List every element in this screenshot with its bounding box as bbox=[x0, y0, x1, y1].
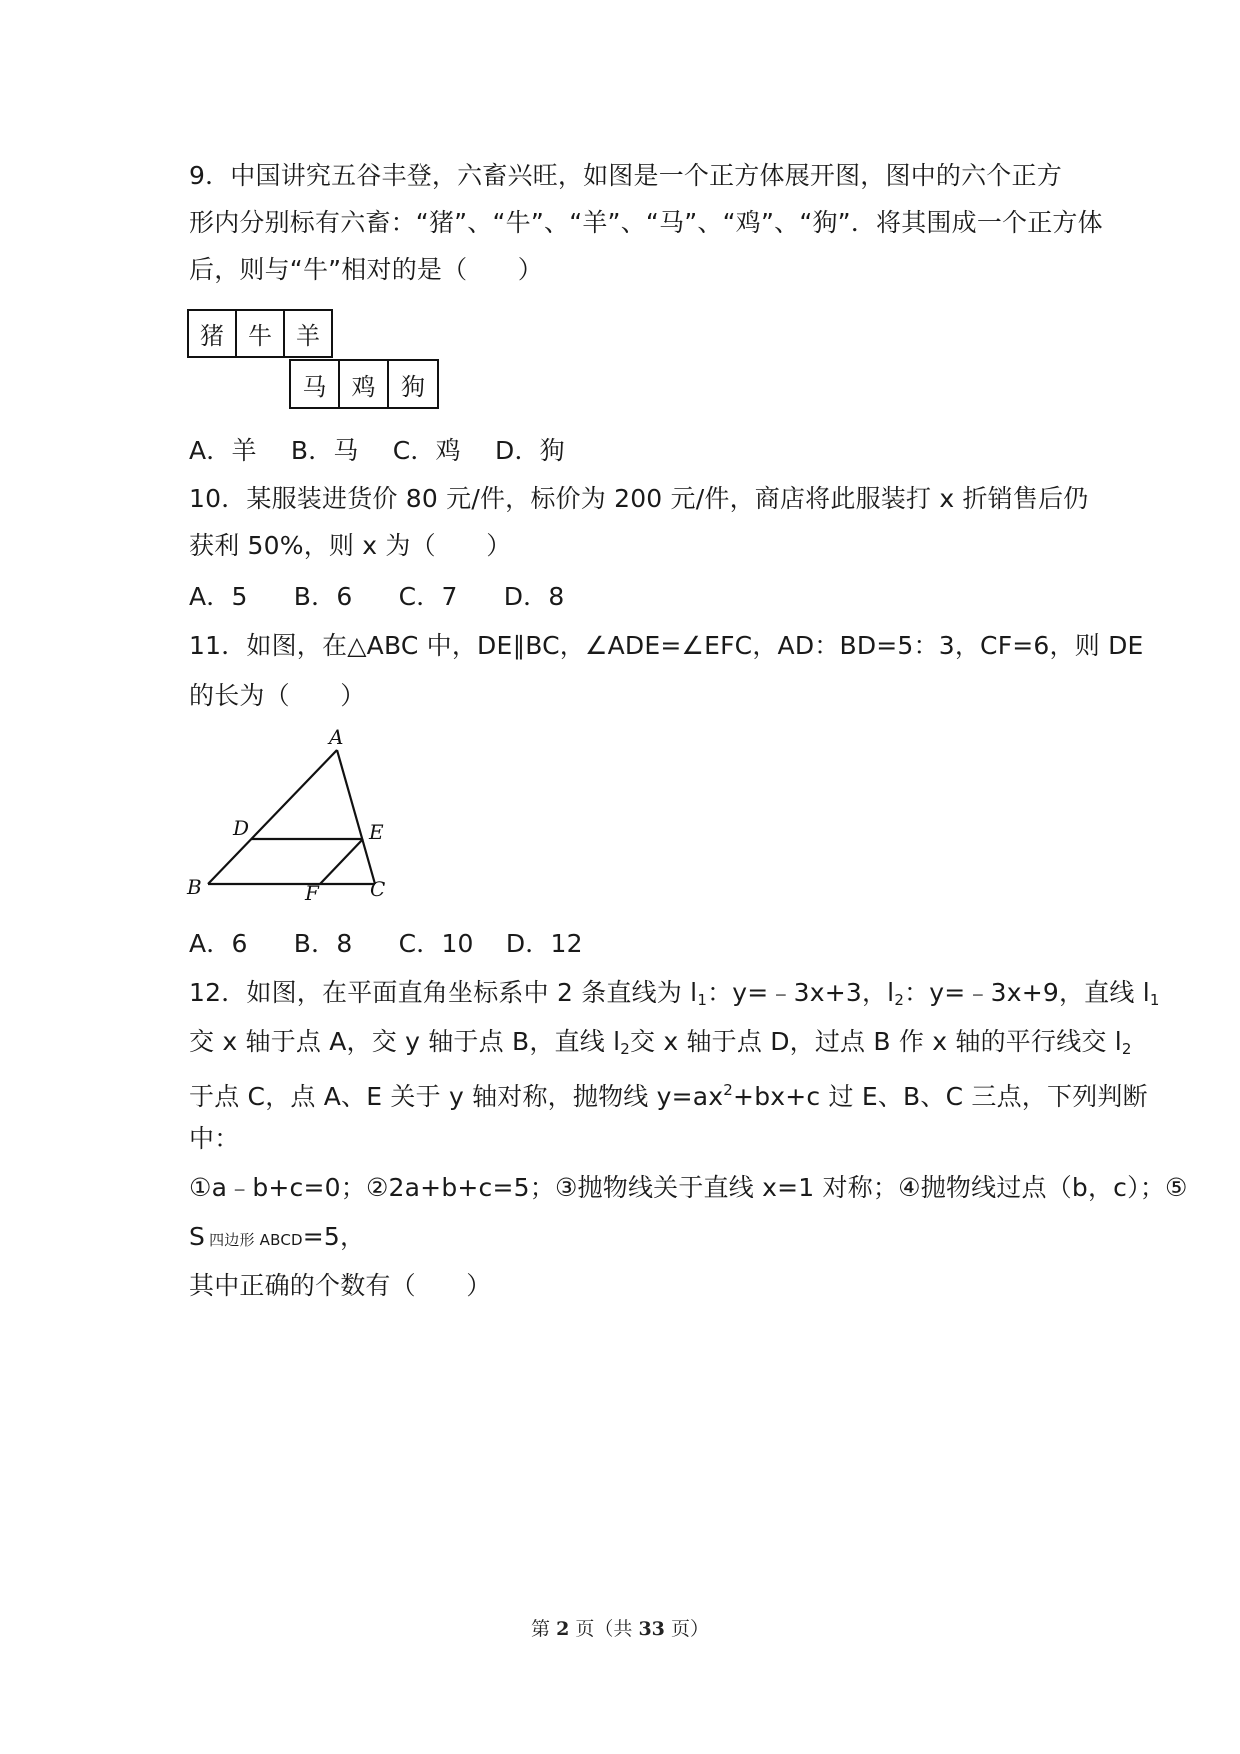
net-cell-ox: 牛 bbox=[235, 309, 285, 358]
footer-text: 页（共 bbox=[575, 1618, 633, 1640]
net-cell-dog: 狗 bbox=[387, 359, 439, 409]
q9-option-d: D．狗 bbox=[495, 436, 565, 465]
label-d: D bbox=[233, 816, 250, 840]
q12-text: ：y=﹣3x+9，直线 l bbox=[904, 978, 1150, 1007]
q9-line-3: 后，则与“牛”相对的是（ ） bbox=[189, 255, 543, 284]
q10-line-1: 10．某服装进货价 80 元/件，标价为 200 元/件，商店将此服装打 x 折销售后仍 bbox=[189, 484, 1089, 513]
subscript: 四边形 ABCD bbox=[209, 1231, 303, 1249]
q9-line-1: 9．中国讲究五谷丰登，六畜兴旺，如图是一个正方体展开图，图中的六个正方 bbox=[189, 161, 1062, 190]
q12-line-5: ①a﹣b+c=0；②2a+b+c=5；③抛物线关于直线 x=1 对称；④抛物线过点（b，c）；⑤ bbox=[189, 1173, 1188, 1202]
label-e: E bbox=[369, 820, 384, 844]
q12-text: S bbox=[189, 1222, 206, 1251]
label-b: B bbox=[187, 875, 202, 899]
subscript: 2 bbox=[1121, 1040, 1132, 1058]
q12-text: ：y=﹣3x+3，l bbox=[707, 978, 895, 1007]
net-cell-horse: 马 bbox=[289, 359, 340, 409]
triangle-svg bbox=[180, 730, 400, 910]
q12-text: 于点 C，点 A、E 关于 y 轴对称，抛物线 y=ax bbox=[189, 1082, 724, 1111]
q12-line-4: 中： bbox=[189, 1124, 240, 1153]
footer-text: 第 bbox=[531, 1618, 551, 1640]
label-a: A bbox=[329, 725, 344, 749]
q11-option-c: C．10 bbox=[398, 929, 474, 958]
q10-option-c: C．7 bbox=[398, 582, 458, 611]
q12-text: =5， bbox=[302, 1222, 366, 1251]
q12-text: +bx+c 过 E、B、C 三点，下列判断 bbox=[733, 1082, 1148, 1111]
q12-line-3 bbox=[189, 1075, 1148, 1112]
q12-text: 12．如图，在平面直角坐标系中 2 条直线为 l bbox=[189, 978, 698, 1007]
subscript: 1 bbox=[697, 991, 708, 1009]
q11-option-b: B．8 bbox=[293, 929, 353, 958]
q9-option-b: B．马 bbox=[290, 436, 359, 465]
q10-option-d: D．8 bbox=[503, 582, 565, 611]
q10-line-2: 获利 50%，则 x 为（ ） bbox=[189, 531, 512, 560]
net-cell-chicken: 鸡 bbox=[338, 359, 389, 409]
q11-option-a: A．6 bbox=[189, 929, 248, 958]
net-cell-sheep: 羊 bbox=[283, 309, 333, 358]
superscript: 2 bbox=[723, 1081, 734, 1099]
q9-option-a: A．羊 bbox=[189, 436, 257, 465]
q12-line-6 bbox=[189, 1222, 365, 1255]
net-cell-pig: 猪 bbox=[187, 309, 237, 358]
q9-option-c: C．鸡 bbox=[392, 436, 461, 465]
q10-option-b: B．6 bbox=[293, 582, 353, 611]
subscript: 1 bbox=[1149, 991, 1160, 1009]
q9-options bbox=[189, 436, 565, 466]
page-total: 33 bbox=[638, 1618, 665, 1640]
q11-option-d: D．12 bbox=[505, 929, 583, 958]
side-ab bbox=[208, 750, 337, 884]
q12-line-1 bbox=[189, 978, 1160, 1015]
q12-line-2 bbox=[189, 1027, 1132, 1064]
q11-options bbox=[189, 929, 583, 959]
q11-line-1: 11．如图，在△ABC 中，DE∥BC，∠ADE=∠EFC，AD：BD=5：3，CF=6，则 DE bbox=[189, 631, 1144, 660]
label-f: F bbox=[305, 881, 319, 905]
q12-text: 交 x 轴于点 D，过点 B 作 x 轴的平行线交 l bbox=[629, 1027, 1122, 1056]
q12-line-7: 其中正确的个数有（ ） bbox=[189, 1271, 492, 1300]
page-number: 2 bbox=[556, 1618, 570, 1640]
q11-line-2: 的长为（ ） bbox=[189, 681, 366, 710]
page-footer bbox=[0, 1614, 1240, 1641]
q10-option-a: A．5 bbox=[189, 582, 248, 611]
q9-line-2: 形内分别标有六畜：“猪”、“牛”、“羊”、“马”、“鸡”、“狗”．将其围成一个正方体 bbox=[189, 208, 1103, 237]
q10-options bbox=[189, 582, 564, 612]
footer-text: 页） bbox=[670, 1618, 709, 1640]
side-ac bbox=[337, 750, 375, 884]
q12-text: 交 x 轴于点 A，交 y 轴于点 B，直线 l bbox=[189, 1027, 621, 1056]
subscript: 2 bbox=[894, 991, 905, 1009]
subscript: 2 bbox=[620, 1040, 630, 1058]
segment-ef bbox=[320, 839, 363, 884]
label-c: C bbox=[370, 877, 386, 901]
